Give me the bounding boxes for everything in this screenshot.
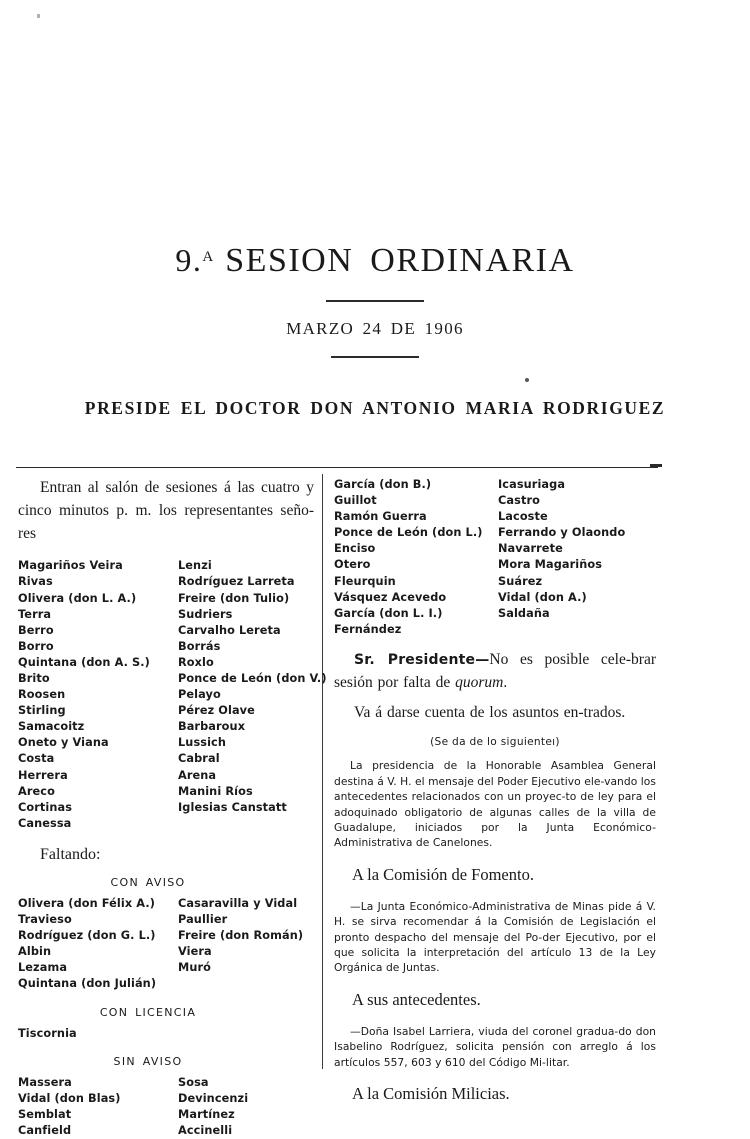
present-members-list (18, 558, 327, 832)
member-name: Guillot (334, 494, 377, 508)
member-name: Navarrete (498, 542, 563, 556)
member-name: Otero (334, 558, 371, 572)
con-aviso-col2 (178, 896, 314, 993)
resolution-3: A la Comisión Milicias. (352, 1083, 510, 1103)
member-name: Rodríguez Larreta (178, 575, 295, 589)
member-name: Brito (18, 672, 50, 685)
member-name: Sosa (178, 1075, 209, 1089)
member-name: Pelayo (178, 688, 221, 702)
agenda-item-3: —Doña Isabel Larriera, viuda del coronel gradua-do don Isabelino Rodríguez, solicita pensión con arreglo á los artículos 557, 603 y 610 del Código Mi-litar. (334, 1024, 656, 1069)
divider-rule-upper (326, 300, 424, 302)
member-name: Borro (18, 639, 54, 653)
member-name: Roxlo (178, 655, 214, 669)
con-aviso-heading: CON AVISO (110, 875, 186, 889)
con-licencia-col2 (178, 1026, 314, 1042)
member-name: Canfield (18, 1123, 72, 1137)
member-name: Arena (178, 768, 217, 782)
member-name: Cabral (178, 752, 220, 766)
member-name: Martínez (178, 1107, 235, 1121)
sin-aviso-col1 (18, 1075, 178, 1139)
member-name: García (don B.) (334, 478, 432, 491)
present-members-col2 (178, 558, 327, 832)
sin-aviso-col2 (178, 1075, 314, 1139)
body-top-rule (16, 467, 658, 468)
member-name: Olivera (don L. A.) (18, 591, 137, 605)
speaker-name: Sr. Presidente— (354, 651, 490, 668)
member-name: Accinelli (178, 1123, 233, 1137)
con-licencia-heading: CON LICENCIA (99, 1005, 197, 1019)
member-name: Casaravilla y Vidal (178, 896, 298, 910)
member-name: Quintana (don A. S.) (18, 655, 150, 669)
agenda-item-2: —La Junta Económico-Administrativa de Minas pide á V. H. se sirva recomendar á la Comisión de Legislación el pronto despacho del mensaje del Po-der Ejecutivo, por el que solicita la interpretación del artículo 13 de la Ley Orgánica de Juntas. (334, 899, 656, 975)
member-name: Olivera (don Félix A.) (18, 896, 155, 910)
session-date: MARZO 24 DE 1906 (286, 319, 464, 338)
present-members-right-col1 (334, 477, 498, 638)
member-name: Samacoitz (18, 720, 85, 734)
member-name: Lenzi (178, 559, 212, 573)
member-name: Magariños Veira (18, 559, 123, 573)
body-top-rule-tail (650, 464, 662, 467)
member-name: Cortinas (18, 800, 73, 814)
member-name: Barbaroux (178, 720, 246, 734)
speaker-text-a: No es posible cele-brar sesión por falta de (334, 650, 656, 691)
scan-speck-mid-right (525, 378, 529, 382)
con-aviso-col1 (18, 896, 178, 993)
member-name: Costa (18, 752, 55, 766)
member-name: Terra (18, 607, 52, 621)
member-name: Borrás (178, 639, 221, 653)
member-name: Canessa (18, 816, 72, 830)
member-name: Ponce de León (don V.) (178, 672, 327, 685)
member-name: Freire (don Román) (178, 929, 304, 943)
divider-rule-lower (331, 356, 419, 358)
right-column (334, 477, 656, 1118)
member-name: Pérez Olave (178, 704, 255, 718)
speaker-text-b: . (503, 673, 508, 691)
member-name: Castro (498, 494, 540, 508)
resolution-2: A sus antecedentes. (352, 989, 481, 1009)
member-name: Travieso (18, 913, 72, 927)
member-name: Vidal (don Blas) (18, 1091, 121, 1105)
member-name: Iglesias Canstatt (178, 800, 287, 814)
member-name: Berro (18, 623, 54, 637)
sin-aviso-list (18, 1075, 314, 1139)
scan-speck-top-left (37, 14, 40, 18)
member-name: Muró (178, 961, 212, 975)
member-name: Oneto y Viana (18, 736, 109, 750)
left-column (18, 477, 327, 1139)
member-name: Massera (18, 1075, 72, 1089)
member-name: Viera (178, 945, 212, 959)
member-name: Rivas (18, 575, 53, 589)
speaker-statement (334, 649, 656, 695)
con-licencia-col1 (18, 1026, 178, 1042)
member-name: Icasuriaga (498, 478, 566, 491)
member-name: García (don L. I.) (334, 606, 443, 620)
session-title-text: SESION ORDINARIA (225, 242, 575, 279)
member-name: Rodríguez (don G. L.) (18, 929, 156, 943)
paragraph-va-darse: Va á darse cuenta de los asuntos en-trados. (354, 703, 626, 721)
member-name: Albin (18, 945, 52, 959)
member-name: Ponce de León (don L.) (334, 526, 483, 540)
sin-aviso-heading: SIN AVISO (113, 1054, 183, 1068)
member-name: Mora Magariños (498, 558, 603, 572)
present-members-col1 (18, 558, 178, 832)
member-name: Areco (18, 784, 55, 798)
resolution-1: A la Comisión de Fomento. (352, 864, 534, 884)
session-number: 9. (175, 242, 203, 278)
member-name: Enciso (334, 542, 376, 556)
member-name: Ferrando y Olaondo (498, 526, 626, 540)
session-ordinal-suffix: A (202, 249, 214, 265)
masthead (0, 242, 750, 358)
agenda-item-1: La presidencia de la Honorable Asamblea General destina á V. H. el mensaje del Poder Ejecutivo ele-vando los antecedentes relacionados con un proyec-to de ley para el adoquinado obligatorio de algunas calles de la villa de Guadalupe, iniciados por la Junta Económico-Administrativa de Canelones. (334, 759, 656, 850)
present-members-right-col2 (498, 477, 656, 638)
con-licencia-list (18, 1026, 314, 1042)
intro-paragraph: Entran al salón de sesiones á las cuatro y cinco minutos p. m. los representantes seño-res (18, 479, 314, 542)
con-aviso-list (18, 896, 314, 993)
member-name: Fernández (334, 622, 402, 636)
member-name: Ramón Guerra (334, 510, 427, 524)
member-name: Vásquez Acevedo (334, 590, 447, 604)
member-name: Paullier (178, 913, 228, 927)
member-name: Sudriers (178, 607, 233, 621)
speaker-text-italic: quorum (455, 673, 504, 691)
member-name: Carvalho Lereta (178, 623, 281, 637)
member-name: Stirling (18, 704, 66, 718)
member-name: Lezama (18, 961, 68, 975)
member-name: Vidal (don A.) (498, 590, 587, 604)
member-name: Lacoste (498, 510, 548, 524)
member-name: Herrera (18, 768, 68, 782)
member-name: Freire (don Tulio) (178, 591, 290, 605)
member-name: Devincenzi (178, 1091, 249, 1105)
member-name: Fleurquin (334, 574, 396, 588)
member-name: Suárez (498, 574, 543, 588)
presider-line: PRESIDE EL DOCTOR DON ANTONIO MARIA RODRIGUEZ (84, 398, 666, 418)
present-members-list-right (334, 477, 656, 638)
page-title (0, 242, 750, 280)
member-name: Semblat (18, 1107, 72, 1121)
member-name: Lussich (178, 736, 227, 750)
member-name: Roosen (18, 688, 66, 702)
faltando-label: Faltando: (40, 845, 101, 863)
member-name: Manini Ríos (178, 784, 253, 798)
member-name: Tiscornia (18, 1026, 77, 1040)
member-name: Quintana (don Julián) (18, 977, 157, 991)
member-name: Saldaña (498, 606, 550, 620)
se-da-label: (Se da de lo siguienteı) (430, 736, 560, 749)
